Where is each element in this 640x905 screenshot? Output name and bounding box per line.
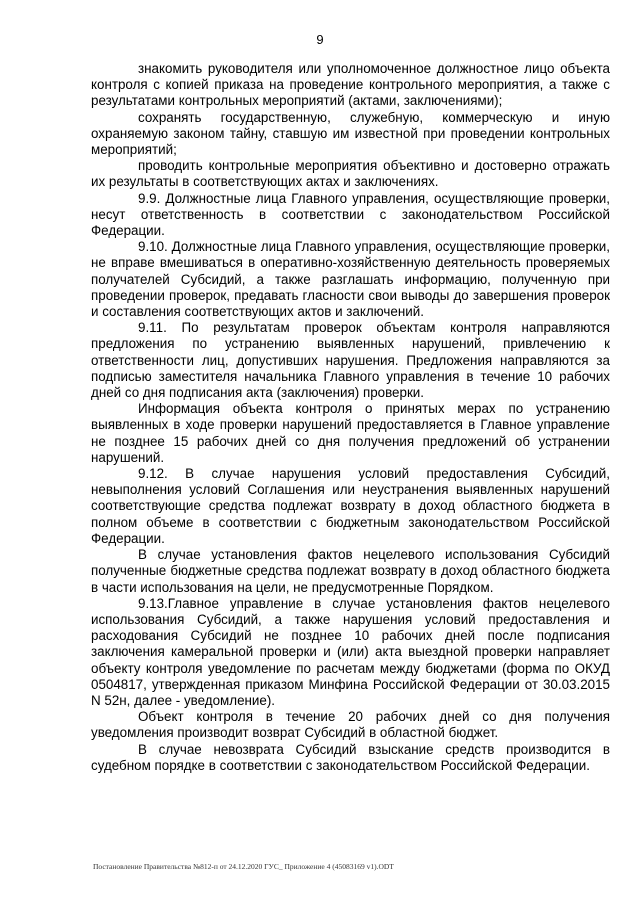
paragraph-control-info: Информация объекта контроля о принятых мерах по устранению выявленных в ходе проверки нарушений предоставляется в Главное управление не позднее 15 рабочих дней со дня получения предложений об устранении нарушений. — [91, 401, 610, 465]
page-number: 9 — [316, 32, 324, 47]
paragraph-familiarize: знакомить руководителя или уполномоченное должностное лицо объекта контроля с копией приказа на проведение контрольного мероприятия, а также с результатами контрольных мероприятий (актами, заключениями); — [91, 61, 610, 109]
paragraph-return-deadline: Объект контроля в течение 20 рабочих дней со дня получения уведомления производит возврат Субсидий в областной бюджет. — [91, 709, 610, 741]
paragraph-keep-secret: сохранять государственную, служебную, коммерческую и иную охраняемую законом тайну, ставшую им известной при проведении контрольных мероприятий; — [91, 109, 610, 158]
paragraph-9-12: 9.12. В случае нарушения условий предоставления Субсидий, невыполнения условий Соглашения или неустранения выявленных нарушений соответствующие средства подлежат возврату в доход областного бюджета в полном объеме в соответствии с бюджетным законодательством Российской Федерации. — [91, 466, 610, 546]
paragraph-9-10: 9.10. Должностные лица Главного управления, осуществляющие проверки, не вправе вмешиваться в оперативно-хозяйственную деятельность проверяемых получателей Субсидий, а также разглашать информацию, полученную при проведении проверок, предавать гласности свои выводы до завершения проверок и составления соответствующих актов и заключений. — [91, 239, 610, 320]
paragraph-conduct-objectively: проводить контрольные мероприятия объективно и достоверно отражать их результаты в соответствующих актах и заключениях. — [91, 158, 610, 190]
paragraph-9-9: 9.9. Должностные лица Главного управления, осуществляющие проверки, несут ответственность в соответствии с законодательством Российской Федерации. — [91, 190, 610, 239]
document-footer: Постановление Правительства №812-п от 24.12.2020 ГУС_ Приложение 4 (45083169 v1).ODT — [93, 862, 394, 871]
document-body — [91, 61, 610, 774]
paragraph-court-recovery: В случае невозврата Субсидий взыскание средств производится в судебном порядке в соответствии с законодательством Российской Федерации. — [91, 741, 610, 773]
paragraph-9-13: 9.13.Главное управление в случае установления фактов нецелевого использования Субсидий, а также нарушения условий предоставления и расходования Субсидий не позднее 10 рабочих дней после подписания заключения камеральной проверки и (или) акта выездной проверки направляет объекту контроля уведомление по расчетам между бюджетами (форма по ОКУД 0504817, утвержденная приказом Минфина Российской Федерации от 30.03.2015 N 52н, далее - уведомление). — [91, 595, 610, 708]
paragraph-misuse-return: В случае установления фактов нецелевого использования Субсидий полученные бюджетные средства подлежат возврату в доход областного бюджета в части использования на цели, не предусмотренные Порядком. — [91, 547, 610, 595]
paragraph-9-11: 9.11. По результатам проверок объектам контроля направляются предложения по устранению выявленных нарушений, привлечению к ответственности лиц, допустивших нарушения. Предложения направляются за подписью заместителя начальника Главного управления в течение 10 рабочих дней со дня подписания акта (заключения) проверки. — [91, 320, 610, 401]
